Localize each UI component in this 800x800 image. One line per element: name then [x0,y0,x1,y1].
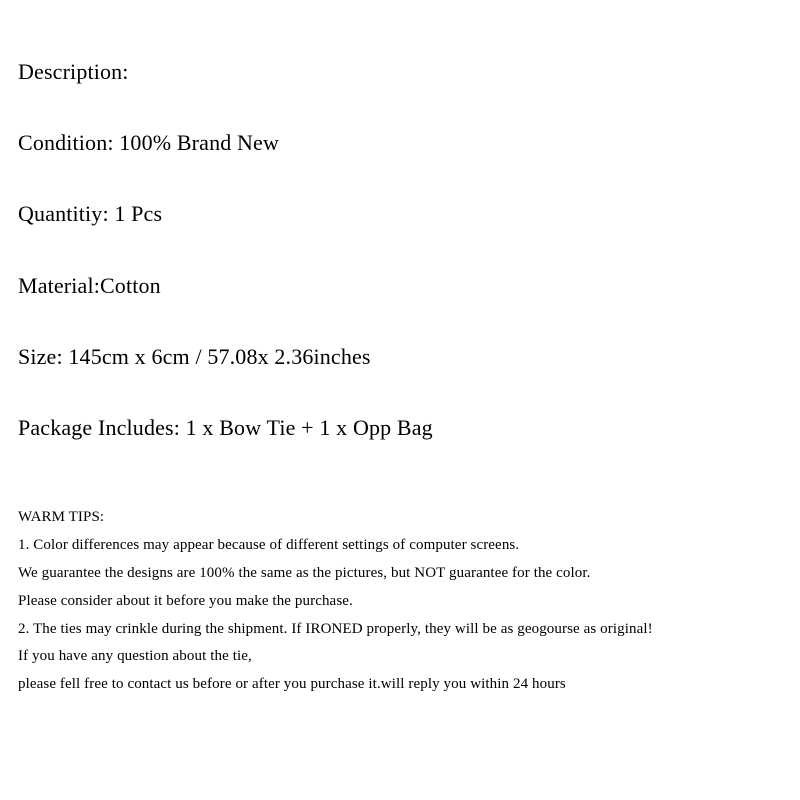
tip-line: Please consider about it before you make the purchase. [18,593,353,609]
spec-quantity: Quantitiy: 1 Pcs [18,201,163,226]
tip-line: please fell free to contact us before or after you purchase it.will reply you within 24 hours [18,676,566,692]
tip-line: 2. The ties may crinkle during the shipment. If IRONED properly, they will be as geogourse as original! [18,621,653,637]
spec-size: Size: 145cm x 6cm / 57.08x 2.36inches [18,344,371,369]
warm-tips-heading: WARM TIPS: [18,509,105,525]
spec-package: Package Includes: 1 x Bow Tie + 1 x Opp Bag [18,415,433,440]
description-heading: Description: [18,59,129,84]
spec-material: Material:Cotton [18,273,161,298]
tip-line: If you have any question about the tie, [18,648,252,664]
tip-line: We guarantee the designs are 100% the same as the pictures, but NOT guarantee for the color. [18,565,591,581]
tip-line: 1. Color differences may appear because of different settings of computer screens. [18,537,520,553]
spec-condition: Condition: 100% Brand New [18,130,280,155]
